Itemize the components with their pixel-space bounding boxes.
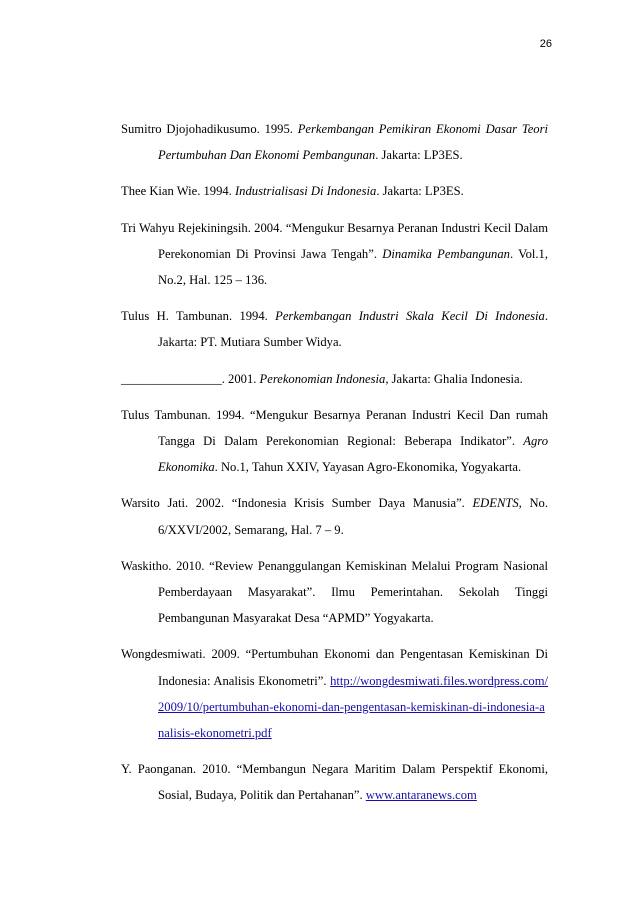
reference-text: Y. Paonganan. 2010. “Membangun Negara Maritim Dalam Perspektif Ekonomi, Sosial, Budaya, Politik dan Pertahanan”. [121,762,548,803]
reference-entry [121,490,548,542]
reference-entry [121,215,548,294]
reference-title: EDENTS [472,496,519,511]
reference-text: Waskitho. 2010. “Review Penanggulangan Kemiskinan Melalui Program Nasional Pemberdayaan Masyarakat”. Ilmu Pemerintahan. Sekolah Tinggi Pembangunan Masyarakat Desa “APMD” Yogyakarta. [121,558,548,626]
reference-entry [121,641,548,746]
reference-text: . No.1, Tahun XXIV, Yayasan Agro-Ekonomika, Yogyakarta. [214,460,522,475]
reference-title: Perkembangan Industri Skala Kecil Di Indonesia [275,309,545,324]
reference-text: . Jakarta: PT. Mutiara Sumber Widya. [158,309,548,350]
reference-text: Tulus H. Tambunan. 1994. [121,309,276,324]
reference-title: Agro Ekonomika [158,434,548,475]
reference-list [121,116,548,819]
reference-link[interactable]: http://wongdesmiwati.files.wordpress.com/2009/10/pertumbuhan-ekonomi-dan-pengentasan-kemiskinan-di-indonesia-analisis-ekonometri.pdf [158,673,548,741]
reference-entry [121,402,548,481]
reference-text: Warsito Jati. 2002. “Indonesia Krisis Sumber Daya Manusia”. [121,496,473,511]
reference-text: Sumitro Djojohadikusumo. 1995. [121,122,298,136]
reference-title: Perekonomian Indonesia [259,371,386,386]
reference-text: . Vol.1, No.2, Hal. 125 – 136. [158,246,549,288]
page-number: 26 [539,38,552,50]
reference-entry [121,366,548,392]
reference-text: Thee Kian Wie. 1994. [121,184,235,199]
reference-entry [121,116,548,168]
reference-text: . Jakarta: LP3ES. [376,184,464,199]
reference-text: Tulus Tambunan. 1994. “Mengukur Besarnya Peranan Industri Kecil Dan rumah Tangga Di Dalam Perekonomian Regional: Beberapa Indikator”. [121,407,548,449]
reference-entry [121,756,548,808]
reference-text: ________________. 2001. [121,371,260,386]
reference-entry [121,553,548,632]
reference-text: . Jakarta: LP3ES. [375,148,463,163]
reference-title: Perkembangan Pemikiran Ekonomi Dasar Teori Pertumbuhan Dan Ekonomi Pembangunan [158,122,548,163]
reference-title: Industrialisasi Di Indonesia [234,184,377,199]
reference-entry [121,178,548,204]
reference-link[interactable]: www.antaranews.com [365,788,477,803]
reference-text: , No. 6/XXVI/2002, Semarang, Hal. 7 – 9. [158,496,549,537]
reference-text: , Jakarta: Ghalia Indonesia. [385,371,523,386]
reference-entry [121,303,548,355]
reference-title: Dinamika Pembangunan [382,246,510,261]
reference-text: Wongdesmiwati. 2009. “Pertumbuhan Ekonomi dan Pengentasan Kemiskinan Di Indonesia: Analisis Ekonometri”. [121,647,548,688]
reference-text: Tri Wahyu Rejekiningsih. 2004. “Mengukur Besarnya Peranan Industri Kecil Dalam Perekonomian Di Provinsi Jawa Tengah”. [121,220,548,261]
